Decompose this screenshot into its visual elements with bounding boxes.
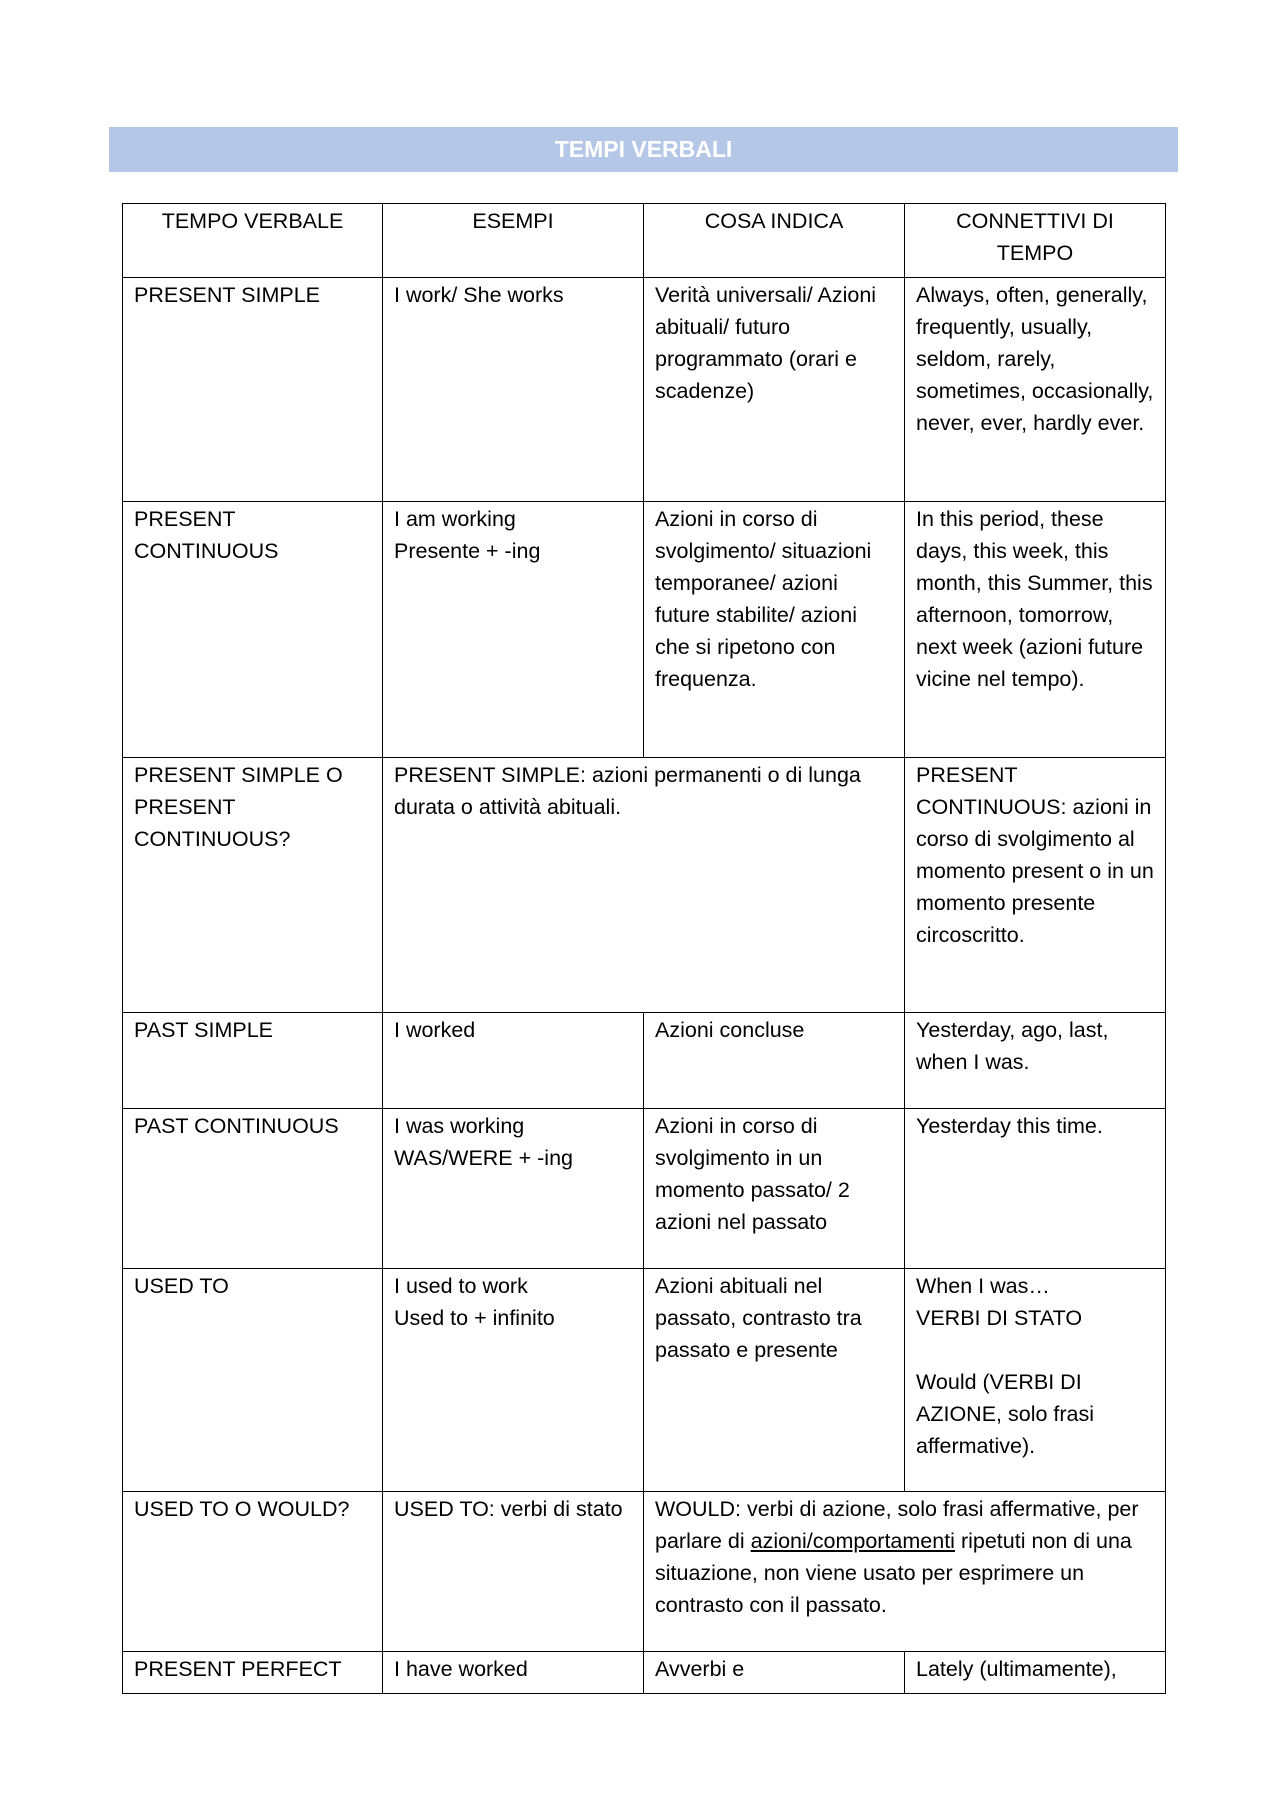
- table-row: [123, 502, 1166, 758]
- table-row: [123, 1013, 1166, 1109]
- table-row: [123, 758, 1166, 1013]
- esempio-line: I used to work: [394, 1274, 528, 1298]
- cell-cosa-indica: Azioni in corso di svolgimento/ situazioni temporanee/ azioni future stabilite/ azioni che si ripetono con frequenza.: [644, 502, 905, 758]
- cell-esempi: [383, 502, 644, 758]
- cell-merged: [644, 1492, 1166, 1652]
- cell-connettivi: Yesterday, ago, last, when I was.: [905, 1013, 1166, 1109]
- cell-cosa-indica: Azioni concluse: [644, 1013, 905, 1109]
- cell-cosa-indica: Azioni in corso di svolgimento in un momento passato/ 2 azioni nel passato: [644, 1109, 905, 1269]
- cell-connettivi: Always, often, generally, frequently, usually, seldom, rarely, sometimes, occasionally, never, ever, hardly ever.: [905, 278, 1166, 502]
- header-cosa-indica: COSA INDICA: [644, 204, 905, 278]
- cell-tempo: PAST SIMPLE: [123, 1013, 383, 1109]
- cell-tempo: PRESENT SIMPLE: [123, 278, 383, 502]
- cell-connettivi: Yesterday this time.: [905, 1109, 1166, 1269]
- cell-esempi: I have worked: [383, 1652, 644, 1694]
- cell-esempi: USED TO: verbi di stato: [383, 1492, 644, 1652]
- cell-tempo: PRESENT CONTINUOUS: [123, 502, 383, 758]
- underlined-text: azioni/comportamenti: [750, 1529, 955, 1553]
- cell-tempo: USED TO: [123, 1269, 383, 1492]
- esempio-line: Used to + infinito: [394, 1306, 555, 1330]
- cell-tempo: PRESENT PERFECT: [123, 1652, 383, 1694]
- cell-tempo: PAST CONTINUOUS: [123, 1109, 383, 1269]
- tempi-verbali-table: [122, 203, 1166, 1694]
- document-title: TEMPI VERBALI: [109, 127, 1178, 172]
- esempio-line: I am working: [394, 507, 516, 531]
- table-row: [123, 1652, 1166, 1694]
- cell-connettivi: [905, 1269, 1166, 1492]
- connettivo-line: VERBI DI STATO: [916, 1306, 1083, 1330]
- header-connettivi: CONNETTIVI DI TEMPO: [905, 204, 1166, 278]
- esempio-line: WAS/WERE + -ing: [394, 1146, 574, 1170]
- cell-connettivi: PRESENT CONTINUOUS: azioni in corso di svolgimento al momento present o in un momento presente circoscritto.: [905, 758, 1166, 1013]
- esempio-line: Presente + -ing: [394, 539, 541, 563]
- table-header-row: [123, 204, 1166, 278]
- table-row: [123, 1109, 1166, 1269]
- connettivo-line: Would (VERBI DI AZIONE, solo frasi affermative).: [916, 1370, 1095, 1458]
- merged-text: WOULD: verbi di azione, solo frasi affermative, per parlare di: [655, 1497, 1139, 1553]
- esempio-line: I was working: [394, 1114, 525, 1138]
- header-tempo-verbale: TEMPO VERBALE: [123, 204, 383, 278]
- table-row: [123, 1492, 1166, 1652]
- cell-connettivi: In this period, these days, this week, this month, this Summer, this afternoon, tomorrow, next week (azioni future vicine nel tempo).: [905, 502, 1166, 758]
- cell-merged: PRESENT SIMPLE: azioni permanenti o di lunga durata o attività abituali.: [383, 758, 905, 1013]
- cell-tempo: PRESENT SIMPLE O PRESENT CONTINUOUS?: [123, 758, 383, 1013]
- cell-cosa-indica: Azioni abituali nel passato, contrasto tra passato e presente: [644, 1269, 905, 1492]
- table-row: [123, 278, 1166, 502]
- cell-esempi: I worked: [383, 1013, 644, 1109]
- cell-esempi: [383, 1109, 644, 1269]
- cell-cosa-indica: Verità universali/ Azioni abituali/ futuro programmato (orari e scadenze): [644, 278, 905, 502]
- cell-connettivi: Lately (ultimamente),: [905, 1652, 1166, 1694]
- connettivo-line: When I was…: [916, 1274, 1050, 1298]
- cell-tempo: USED TO O WOULD?: [123, 1492, 383, 1652]
- merged-text: ripetuti non di una situazione, non viene usato per esprimere un contrasto con il passato.: [655, 1529, 1132, 1617]
- cell-esempi: I work/ She works: [383, 278, 644, 502]
- cell-esempi: [383, 1269, 644, 1492]
- cell-cosa-indica: Avverbi e: [644, 1652, 905, 1694]
- header-esempi: ESEMPI: [383, 204, 644, 278]
- table-row: [123, 1269, 1166, 1492]
